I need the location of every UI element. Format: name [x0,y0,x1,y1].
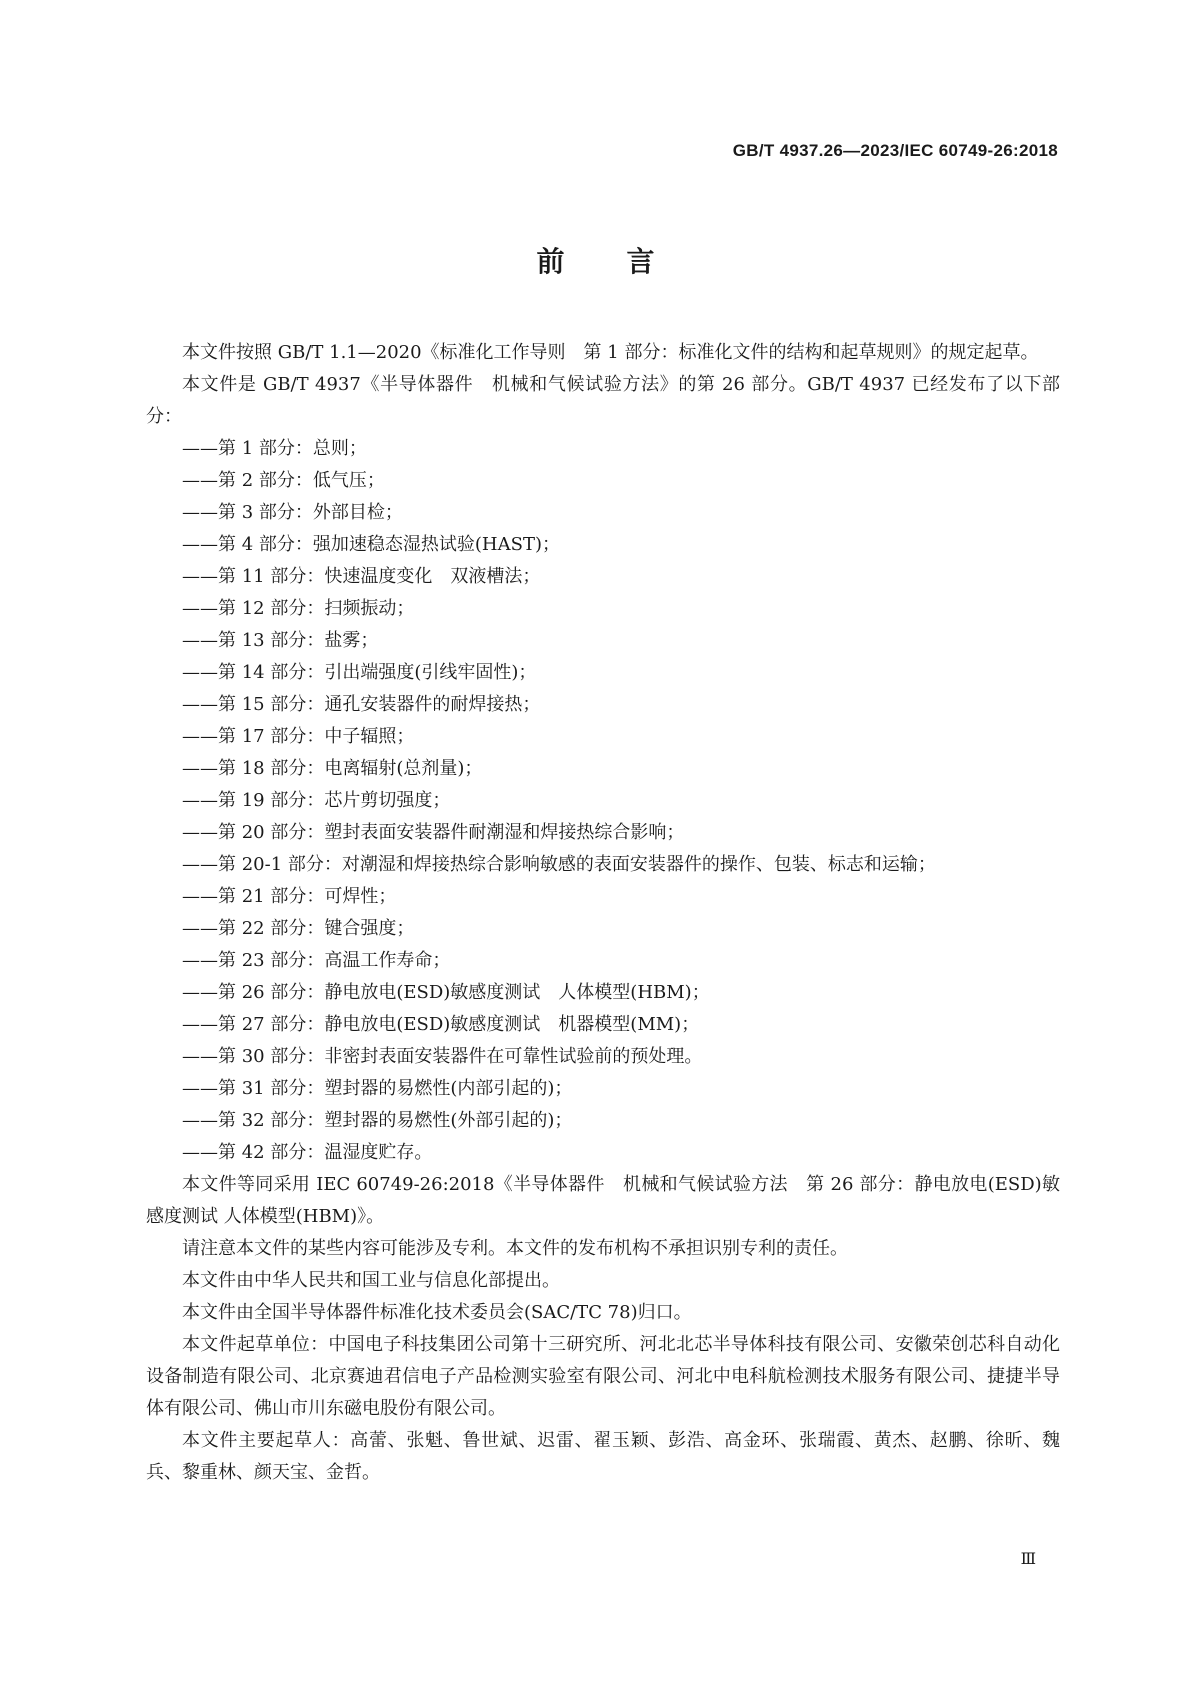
list-item: ——第 20-1 部分：对潮湿和焊接热综合影响敏感的表面安装器件的操作、包装、标志和运输； [182,854,936,875]
foreword-body [146,337,1060,1489]
list-item: ——第 13 部分：盐雾； [182,630,379,651]
list-item: ——第 3 部分：外部目检； [182,502,403,523]
list-item: ——第 42 部分：温湿度贮存。 [182,1142,433,1163]
list-item: ——第 20 部分：塑封表面安装器件耐潮湿和焊接热综合影响； [182,822,685,843]
list-item: ——第 32 部分：塑封器的易燃性(外部引起的)； [182,1110,573,1131]
list-item: ——第 30 部分：非密封表面安装器件在可靠性试验前的预处理。 [182,1046,703,1067]
parts-list [146,433,1060,1169]
list-item: ——第 26 部分：静电放电(ESD)敏感度测试 人体模型(HBM)； [182,982,710,1003]
list-item: ——第 17 部分：中子辐照； [182,726,415,747]
paragraph: 本文件由全国半导体器件标准化技术委员会(SAC/TC 78)归口。 [182,1302,692,1323]
paragraph: 本文件按照 GB/T 1.1—2020《标准化工作导则 第 1 部分：标准化文件的结构和起草规则》的规定起草。 [182,342,1039,363]
list-item: ——第 15 部分：通孔安装器件的耐焊接热； [182,694,541,715]
list-item: ——第 22 部分：键合强度； [182,918,415,939]
list-item: ——第 19 部分：芯片剪切强度； [182,790,451,811]
list-item: ——第 18 部分：电离辐射(总剂量)； [182,758,483,779]
paragraph: 本文件主要起草人：高蕾、张魁、鲁世斌、迟雷、翟玉颖、彭浩、高金环、张瑞霞、黄杰、赵鹏、徐昕、魏兵、黎重林、颜天宝、金哲。 [146,1430,1060,1483]
paragraph: 本文件等同采用 IEC 60749-26:2018《半导体器件 机械和气候试验方法 第 26 部分：静电放电(ESD)敏感度测试 人体模型(HBM)》。 [146,1174,1060,1227]
list-item: ——第 23 部分：高温工作寿命； [182,950,451,971]
document-code: GB/T 4937.26—2023/IEC 60749-26:2018 [732,141,1058,160]
list-item: ——第 14 部分：引出端强度(引线牢固性)； [182,662,537,683]
paragraph: 请注意本文件的某些内容可能涉及专利。本文件的发布机构不承担识别专利的责任。 [182,1238,848,1259]
page-title: 前言 [536,245,717,278]
list-item: ——第 31 部分：塑封器的易燃性(内部引起的)； [182,1078,573,1099]
paragraph: 本文件由中华人民共和国工业与信息化部提出。 [182,1270,560,1291]
paragraph: 本文件起草单位：中国电子科技集团公司第十三研究所、河北北芯半导体科技有限公司、安徽荣创芯科自动化设备制造有限公司、北京赛迪君信电子产品检测实验室有限公司、河北中电科航检测技术服务有限公司、捷捷半导体有限公司、佛山市川东磁电股份有限公司。 [146,1334,1060,1419]
paragraph: 本文件是 GB/T 4937《半导体器件 机械和气候试验方法》的第 26 部分。GB/T 4937 已经发布了以下部分： [146,374,1060,427]
list-item: ——第 2 部分：低气压； [182,470,385,491]
list-item: ——第 1 部分：总则； [182,438,367,459]
list-item: ——第 11 部分：快速温度变化 双液槽法； [182,566,541,587]
list-item: ——第 12 部分：扫频振动； [182,598,415,619]
list-item: ——第 4 部分：强加速稳态湿热试验(HAST)； [182,534,560,555]
list-item: ——第 21 部分：可焊性； [182,886,397,907]
list-item: ——第 27 部分：静电放电(ESD)敏感度测试 机器模型(MM)； [182,1014,700,1035]
page-number: Ⅲ [1020,1549,1036,1568]
